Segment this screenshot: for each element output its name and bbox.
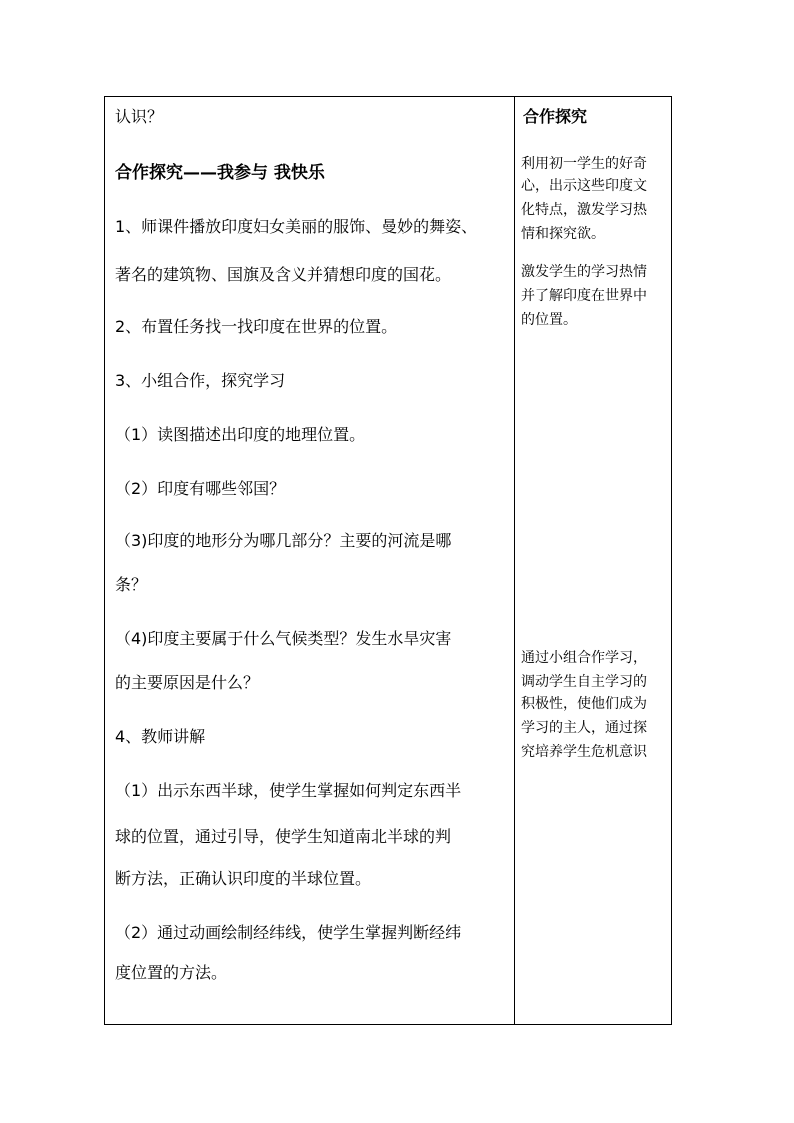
text-line: 认识？: [115, 107, 164, 126]
note-line: 情和探究欲。: [521, 226, 605, 242]
text-line: 著名的建筑物、国旗及含义并猜想印度的国花。: [115, 265, 452, 284]
design-intent-cell: [515, 97, 671, 1024]
text-line: 4、教师讲解: [115, 727, 206, 746]
section-heading: 合作探究——我参与 我快乐: [115, 163, 325, 183]
text-line: 条？: [115, 575, 148, 594]
text-line: 3、小组合作，探究学习: [115, 371, 286, 390]
note-line: 的位置。: [521, 312, 577, 328]
lesson-table: [104, 96, 672, 1025]
text-line: 断方法，正确认识印度的半球位置。: [115, 869, 372, 888]
text-line: 的主要原因是什么？: [115, 673, 260, 692]
text-line: 2、布置任务找一找印度在世界的位置。: [115, 317, 398, 336]
text-line: （1）出示东西半球，使学生掌握如何判定东西半: [115, 781, 462, 800]
text-line: （2）印度有哪些邻国？: [115, 479, 286, 498]
text-line: 度位置的方法。: [115, 963, 228, 982]
text-line: （3)印度的地形分为哪几部分？主要的河流是哪: [115, 531, 452, 550]
text-line: （1）读图描述出印度的地理位置。: [115, 425, 366, 444]
right-heading: 合作探究: [523, 107, 588, 126]
note-line: 激发学生的学习热情: [521, 264, 647, 280]
teaching-process-cell: [105, 97, 514, 1024]
note-line: 通过小组合作学习，: [521, 650, 647, 666]
text-line: （4)印度主要属于什么气候类型？发生水旱灾害: [115, 629, 452, 648]
note-line: 究培养学生危机意识: [521, 744, 647, 760]
note-line: 并了解印度在世界中: [521, 288, 647, 304]
note-line: 心，出示这些印度文: [521, 178, 647, 194]
note-line: 学习的主人，通过探: [521, 720, 647, 736]
text-line: 球的位置，通过引导，使学生知道南北半球的判: [115, 827, 452, 846]
note-line: 利用初一学生的好奇: [521, 156, 647, 172]
note-line: 积极性，使他们成为: [521, 696, 647, 712]
note-line: 化特点，激发学习热: [521, 202, 647, 218]
text-line: 1、师课件播放印度妇女美丽的服饰、曼妙的舞姿、: [115, 217, 478, 236]
text-line: （2）通过动画绘制经纬线，使学生掌握判断经纬: [115, 923, 462, 942]
note-line: 调动学生自主学习的: [521, 674, 647, 690]
